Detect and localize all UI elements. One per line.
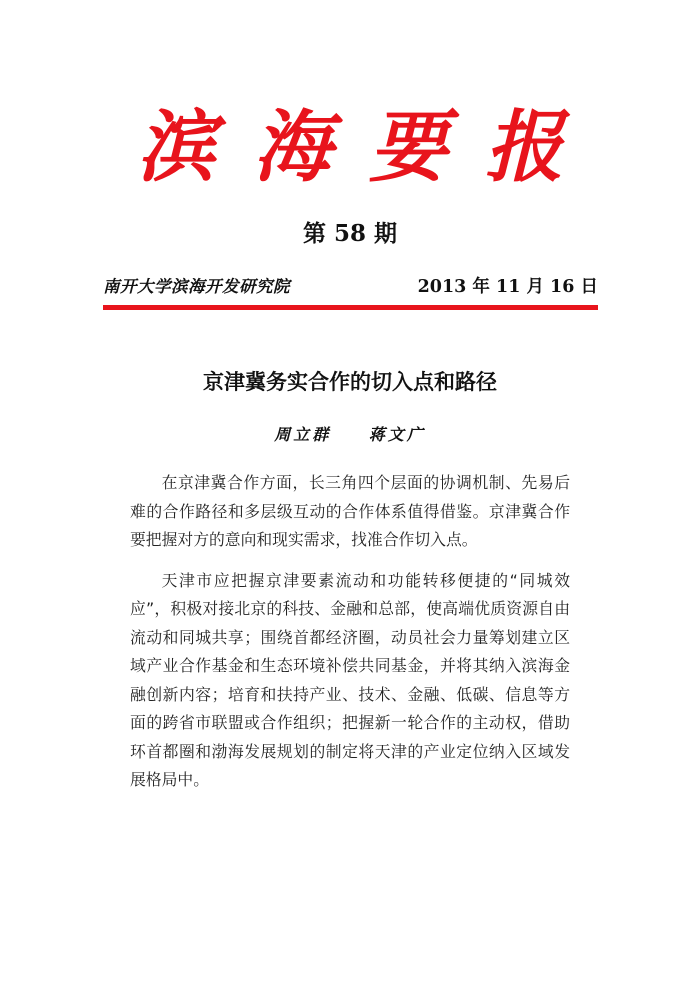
author-name: 周立群 [274, 425, 332, 444]
masthead-meta-row [103, 270, 598, 300]
article-paragraph: 天津市应把握京津要素流动和功能转移便捷的“同城效应”，积极对接北京的科技、金融和总部，使高端优质资源自由流动和同城共享；围绕首都经济圈，动员社会力量筹划建立区域产业合作基金和生态环境补偿共同基金，并将其纳入滨海金融创新内容；培育和扶持产业、技术、金融、低碳、信息等方面的跨省市联盟或合作组织；把握新一轮合作的主动权，借助环首都圈和渤海发展规划的制定将天津的产业定位纳入区域发展格局中。 [130, 570, 570, 789]
issue-date: 2013 年 11 月 16 日 [417, 276, 598, 297]
masthead-divider [103, 305, 598, 310]
article-body [130, 469, 570, 807]
article-headline: 京津冀务实合作的切入点和路径 [203, 370, 497, 394]
article-paragraph: 在京津冀合作方面，长三角四个层面的协调机制、先易后难的合作路径和多层级互动的合作体系值得借鉴。京津冀合作要把握对方的意向和现实需求，找准合作切入点。 [130, 473, 570, 549]
masthead-title: 滨海要报 [136, 102, 601, 193]
author-name: 蒋文广 [368, 425, 426, 444]
article-authors [0, 420, 700, 450]
issue-number: 第 58 期 [302, 220, 398, 247]
institute-name: 南开大学滨海开发研究院 [103, 277, 290, 296]
